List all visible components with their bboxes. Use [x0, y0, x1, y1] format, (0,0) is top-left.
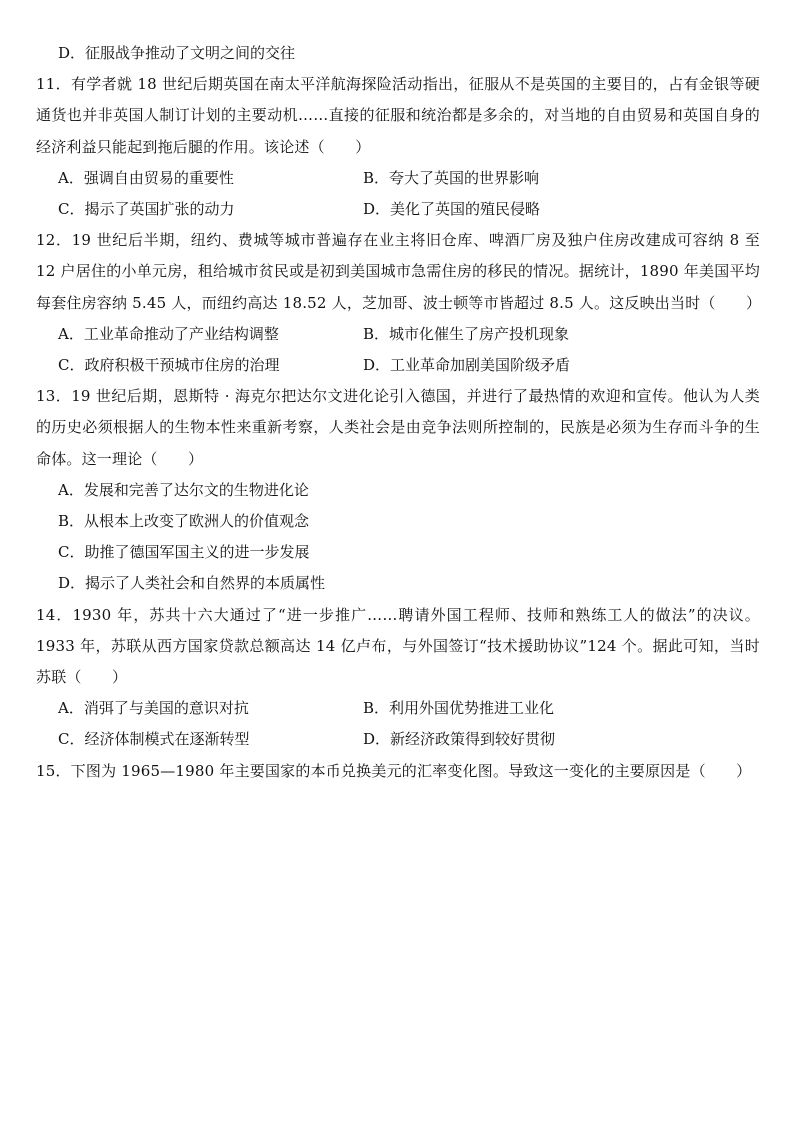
prev-question-option-d: D．征服战争推动了文明之间的交往 [58, 44, 296, 62]
question-14-options-row-2 [36, 724, 760, 755]
question-14-stem: 14．1930 年，苏共十六大通过了“进一步推广……聘请外国工程师、技师和熟练工人的做法”的决议。1933 年，苏联从西方国家贷款总额高达 14 亿卢布，与外国签订“技术援助协议”124 个。据此可知，当时苏联（ ） [36, 605, 760, 687]
question-15 [36, 756, 760, 847]
question-14-options-row-1 [36, 693, 760, 724]
question-11-options-row-2 [36, 194, 760, 225]
question-13 [36, 381, 760, 599]
exam-page [36, 38, 760, 847]
question-13-option-b: B．从根本上改变了欧洲人的价值观念 [58, 512, 310, 531]
question-13-option-c: C．助推了德国军国主义的进一步发展 [58, 543, 310, 562]
question-12-options-row-1 [36, 319, 760, 350]
question-13-option-a: A．发展和完善了达尔文的生物进化论 [58, 480, 309, 499]
question-14-option-a: A．消弭了与美国的意识对抗 [58, 699, 249, 718]
question-11-option-d: D．美化了英国的殖民侵略 [363, 200, 541, 219]
figure-placeholder-area [36, 787, 760, 847]
question-13-stem: 13．19 世纪后期，恩斯特 · 海克尔把达尔文进化论引入德国，并进行了最热情的欢迎和宣传。他认为人类的历史必须根据人的生物本性来重新考察，人类社会是由竞争法则所控制的，民族是必须为生存而斗争的生命体。这一理论（ ） [36, 387, 760, 468]
question-11-option-b: B．夸大了英国的世界影响 [363, 168, 540, 187]
question-12-options-row-2 [36, 350, 760, 381]
question-12-stem: 12．19 世纪后半期，纽约、费城等城市普遍存在业主将旧仓库、啤酒厂房及独户住房改建成可容纳 8 至 12 户居住的小单元房，租给城市贫民或是初到美国城市急需住房的移民的情况。据统计，1890 年美国平均每套住房容纳 5.45 人，而纽约高达 18.52 人，芝加哥、波士顿等市皆超过 8.5 人。这反映出当时（ ） [36, 231, 762, 312]
question-12-option-d: D．工业革命加剧美国阶级矛盾 [363, 356, 571, 375]
question-14-option-b: B．利用外国优势推进工业化 [363, 699, 555, 718]
question-11-option-a: A．强调自由贸易的重要性 [58, 168, 234, 187]
question-12 [36, 225, 760, 381]
question-11-stem: 11．有学者就 18 世纪后期英国在南太平洋航海探险活动指出，征服从不是英国的主要目的，占有金银等硬通货也并非英国人制订计划的主要动机……直接的征服和统治都是多余的，对当地的自由贸易和英国自身的经济利益只能起到拖后腿的作用。该论述（ ） [36, 75, 760, 156]
question-14-option-c: C．经济体制模式在逐渐转型 [58, 730, 250, 749]
question-14-option-d: D．新经济政策得到较好贯彻 [363, 730, 556, 749]
question-14 [36, 600, 760, 756]
question-12-option-c: C．政府积极干预城市住房的治理 [58, 356, 280, 375]
question-11-options-row-1 [36, 163, 760, 194]
question-11-option-c: C．揭示了英国扩张的动力 [58, 200, 235, 219]
question-13-option-d: D．揭示了人类社会和自然界的本质属性 [58, 574, 326, 593]
question-11 [36, 69, 760, 225]
question-12-option-b: B．城市化催生了房产投机现象 [363, 324, 570, 343]
question-15-stem: 15．下图为 1965—1980 年主要国家的本币兑换美元的汇率变化图。导致这一变化的主要原因是（ ） [36, 761, 752, 780]
question-12-option-a: A．工业革命推动了产业结构调整 [58, 324, 279, 343]
